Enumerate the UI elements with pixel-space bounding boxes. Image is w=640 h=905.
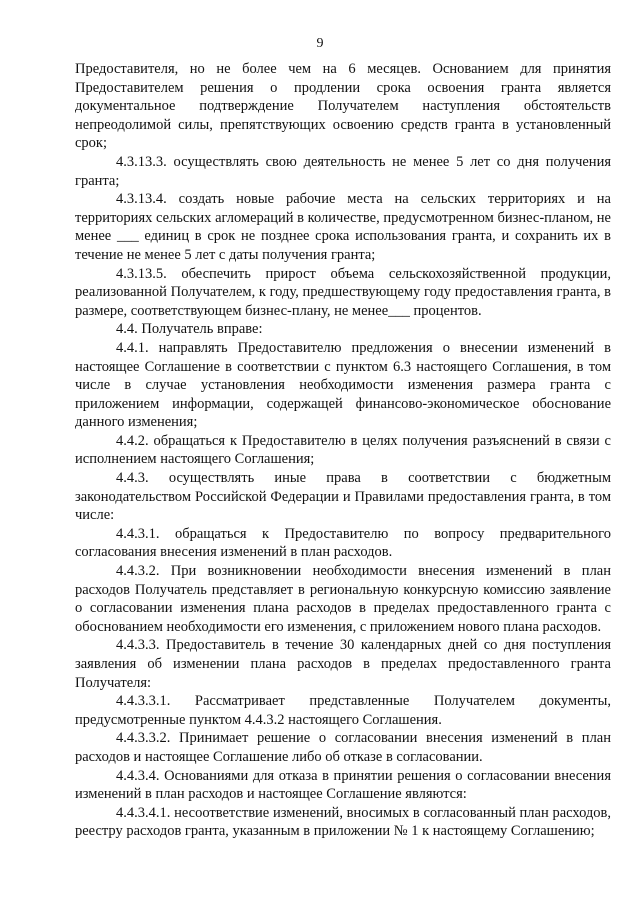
paragraph: 4.4.3.3.2. Принимает решение о согласовании внесения изменений в план расходов и настоящее Соглашение либо об отказе в согласовании. [75, 730, 611, 765]
paragraph: 4.3.13.3. осуществлять свою деятельность не менее 5 лет со дня получения гранта; [75, 153, 611, 189]
paragraph: 4.4.3.2. При возникновении необходимости внесения изменений в план расходов Получатель представляет в региональную конкурсную комиссию заявление о согласовании изменения плана расходов в пределах предоставленного гранта с обоснованием необходимости его изменения, с приложением нового плана расходов. [75, 563, 611, 635]
paragraph: 4.4.3.3. Предоставитель в течение 30 календарных дней со дня поступления заявления об изменении плана расходов в пределах предоставленного гранта Получателя: [75, 637, 611, 691]
paragraph: 4.4.3. осуществлять иные права в соответствии с бюджетным законодательством Российской Федерации и Правилами предоставления гранта, в том числе: [75, 470, 611, 524]
paragraph: 4.4.3.4. Основаниями для отказа в принятии решения о согласовании внесения изменений в план расходов и настоящее Соглашение являются: [75, 767, 611, 803]
paragraph: 4.4.3.3.1. Рассматривает представленные Получателем документы, предусмотренные пунктом 4.4.3.2 настоящего Соглашения. [75, 693, 611, 728]
paragraph: 4.4. Получатель вправе: [116, 321, 263, 338]
paragraph: Предоставителя, но не более чем на 6 месяцев. Основанием для принятия Предоставителем решения о продлении срока освоения гранта является документальное подтверждение Получателем наступления обстоятельств непреодолимой силы, препятствующих освоению средств гранта в установленный срок; [75, 61, 611, 152]
paragraph: 4.3.13.4. создать новые рабочие места на сельских территориях и на территориях сельских агломераций в количестве, предусмотренном бизнес-планом, не менее ___ единиц в срок не позднее срока использования гранта, и сохранить их в течение не менее 5 лет с даты получения гранта; [75, 191, 611, 263]
paragraph: 4.4.1. направлять Предоставителю предложения о внесении изменений в настоящее Соглашение в соответствии с пунктом 6.3 настоящего Соглашения, в том числе в случае установления необходимости изменения размера гранта с приложением информации, содержащей финансово-экономическое обоснование данного изменения; [75, 339, 611, 431]
paragraph: 4.4.3.1. обращаться к Предоставителю по вопросу предварительного согласования внесения изменений в план расходов. [75, 525, 611, 561]
page-number: 9 [316, 36, 324, 51]
paragraph: 4.4.2. обращаться к Предоставителю в целях получения разъяснений в связи с исполнением настоящего Соглашения; [75, 432, 611, 468]
paragraph: 4.3.13.5. обеспечить прирост объема сельскохозяйственной продукции, реализованной Получателем, к году, предшествующему году предоставления гранта, в размере, соответствующем бизнес-плану, не менее___ процентов. [75, 265, 611, 319]
document-body [75, 60, 611, 841]
paragraph: 4.4.3.4.1. несоответствие изменений, вносимых в согласованный план расходов, реестру расходов гранта, указанным в приложении № 1 к настоящему Соглашению; [75, 804, 611, 840]
